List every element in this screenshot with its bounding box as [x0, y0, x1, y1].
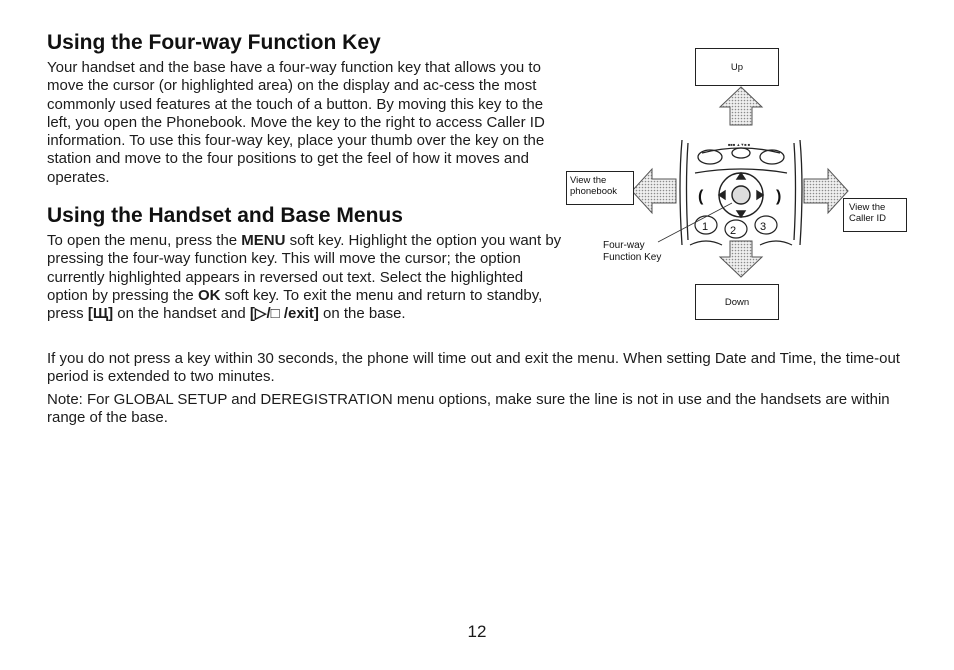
ok-key-label: OK	[197, 286, 221, 304]
four-way-key-paragraph: Your handset and the base have a four-way function key that allows you to move the cursor (or highlighted area) on the display and ac-cess the most commonly used features at the touch of a button. By moving this key to the left, you open the Phonebook. Move the key to the right to access Caller ID information. To use this four-way key, place your thumb over the key on the station and move to the four positions to get the feel of how it moves and operates.	[47, 59, 545, 186]
svg-text:(: (	[698, 188, 704, 205]
four-way-key-icon	[719, 173, 763, 217]
page-number: 12	[467, 622, 487, 641]
menus-text-2: soft key. Highlight the option you want by pressing the four-way function key. This will move the cursor; the option currently highlighted appears in reversed out text. Select the highlighted option by pressing the	[47, 232, 562, 304]
svg-text:): )	[776, 188, 782, 205]
section-title-menus: Using the Handset and Base Menus	[47, 204, 403, 227]
up-label-box	[695, 48, 779, 86]
talk-key-label: [Щ]	[87, 305, 114, 323]
svg-text:1: 1	[702, 221, 709, 233]
right-arrow-icon	[804, 169, 848, 213]
right-label-box	[843, 198, 907, 232]
note-paragraph: Note: For GLOBAL SETUP and DEREGISTRATION menu options, make sure the line is not in use and the handsets are within range of the base.	[47, 391, 890, 427]
up-arrow-icon	[720, 87, 762, 125]
down-label: Down	[724, 296, 750, 308]
svg-text:3: 3	[760, 221, 767, 233]
svg-text:2: 2	[730, 225, 737, 237]
section-title-four-way-key: Using the Four-way Function Key	[47, 31, 381, 54]
key-pointer-line	[658, 203, 732, 242]
phonebook-label: View the phonebook	[570, 175, 618, 197]
menus-text-3: soft key. To exit the menu and return to standby, press	[47, 286, 543, 323]
menus-text-5: on the base.	[318, 305, 406, 323]
menus-text-1: To open the menu, press the	[47, 232, 242, 249]
down-label-box	[695, 284, 779, 320]
caller-id-label: View the Caller ID	[849, 202, 886, 224]
left-arrow-icon	[632, 169, 676, 213]
four-way-key-label: Four-way Function Key	[603, 240, 662, 263]
down-arrow-icon	[720, 241, 762, 277]
left-label-box	[566, 171, 634, 205]
exit-key-label: [▷/□ /exit]	[249, 305, 319, 323]
menu-key-label: MENU	[241, 232, 286, 249]
menus-text-4: on the handset and	[113, 305, 250, 323]
timeout-paragraph: If you do not press a key within 30 seconds, the phone will time out and exit the menu. When setting Date and Time, the time-out period is extended to two minutes.	[47, 350, 900, 386]
menus-paragraph	[47, 232, 562, 323]
up-label: Up	[730, 61, 744, 73]
svg-text:■■■ ▲▼■ ■: ■■■ ▲▼■ ■	[728, 142, 751, 147]
